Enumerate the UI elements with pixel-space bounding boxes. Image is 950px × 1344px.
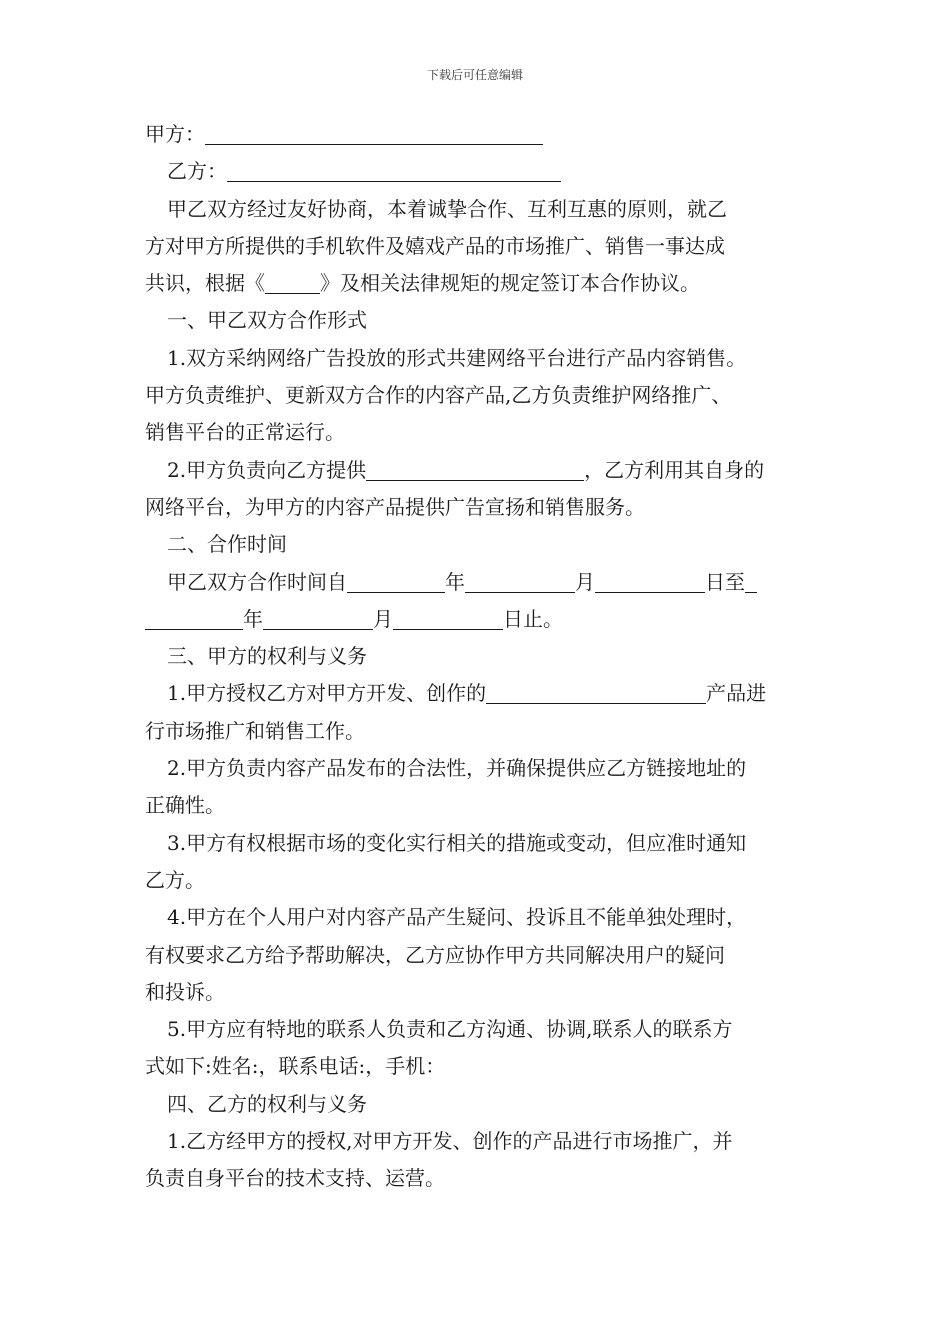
end-day-blank — [393, 607, 503, 630]
paragraph-line — [145, 675, 808, 712]
paragraph-line: 负责自身平台的技术支持、运营。 — [145, 1166, 445, 1191]
end-year-blank — [145, 607, 243, 630]
party-a-label: 甲方： — [145, 122, 205, 146]
text-fragment: 1.甲方授权乙方对甲方开发、创作的 — [167, 681, 487, 706]
paragraph-line: 式如下:姓名:，联系电话:，手机： — [145, 1054, 446, 1079]
text-fragment: 年 — [445, 569, 465, 594]
text-fragment: 日至 — [705, 569, 745, 594]
paragraph-line: 2.甲方负责内容产品发布的合法性，并确保提供应乙方链接地址的 — [167, 756, 747, 781]
paragraph-line: 网络平台，为甲方的内容产品提供广告宣扬和销售服务。 — [145, 494, 645, 519]
party-a-blank — [205, 122, 543, 145]
product-name-blank — [486, 681, 706, 704]
text-fragment: ，乙方利用其自身的 — [584, 457, 765, 482]
paragraph-line: 甲方负责维护、更新双方合作的内容产品,乙方负责维护网络推广、 — [145, 383, 732, 408]
paragraph-line: 方对甲方所提供的手机软件及嬉戏产品的市场推广、销售一事达成 — [145, 233, 725, 258]
section-heading-3: 三、甲方的权利与义务 — [167, 644, 367, 669]
text-fragment: 2.甲方负责向乙方提供 — [167, 457, 367, 482]
text-fragment: 月 — [575, 569, 595, 594]
start-day-blank — [595, 570, 705, 593]
text-fragment: 共识，根据《 — [145, 271, 265, 296]
paragraph-line: 有权要求乙方给予帮助解决，乙方应协作甲方共同解决用户的疑问 — [145, 942, 725, 967]
paragraph-line — [145, 265, 808, 302]
section-heading-1: 一、甲乙双方合作形式 — [167, 308, 367, 333]
paragraph-line — [145, 452, 808, 489]
paragraph-line — [145, 564, 808, 601]
provided-item-blank — [366, 458, 584, 481]
party-b-label: 乙方： — [167, 159, 227, 184]
document-body — [145, 116, 808, 1198]
paragraph-line: 甲乙双方经过友好协商，本着诚挚合作、互利互惠的原则，就乙 — [167, 196, 727, 221]
header-note: 下载后可任意编辑 — [426, 68, 523, 82]
text-fragment: 》及相关法律规矩的规定签订本合作协议。 — [320, 271, 700, 296]
paragraph-line: 正确性。 — [145, 793, 225, 818]
paragraph-line: 1.双方采纳网络广告投放的形式共建网络平台进行产品内容销售。 — [167, 345, 747, 370]
party-b-blank — [227, 159, 561, 182]
paragraph-line: 和投诉。 — [145, 979, 225, 1004]
party-b-line — [145, 153, 808, 190]
section-heading-2: 二、合作时间 — [167, 532, 287, 557]
text-fragment: 甲乙双方合作时间自 — [167, 569, 347, 594]
start-month-blank — [465, 570, 575, 593]
paragraph-line: 销售平台的正常运行。 — [145, 420, 345, 445]
text-fragment: 年 — [243, 606, 263, 631]
paragraph-line — [145, 601, 808, 638]
section-heading-4: 四、乙方的权利与义务 — [167, 1091, 367, 1116]
paragraph-line: 3.甲方有权根据市场的变化实行相关的措施或变动，但应准时通知 — [167, 830, 747, 855]
start-year-blank — [347, 570, 445, 593]
end-month-blank — [263, 607, 373, 630]
paragraph-line: 1.乙方经甲方的授权,对甲方开发、创作的产品进行市场推广，并 — [167, 1129, 733, 1154]
text-fragment: 月 — [373, 606, 393, 631]
text-fragment: 日止。 — [503, 606, 563, 631]
party-a-line — [145, 116, 808, 153]
paragraph-line: 乙方。 — [145, 867, 205, 892]
law-name-blank — [265, 271, 320, 294]
text-fragment: 产品进 — [706, 681, 767, 706]
paragraph-line: 行市场推广和销售工作。 — [145, 718, 365, 743]
paragraph-line: 5.甲方应有特地的联系人负责和乙方沟通、协调,联系人的联系方 — [167, 1017, 733, 1042]
paragraph-line: 4.甲方在个人用户对内容产品产生疑问、投诉且不能单独处理时， — [167, 905, 747, 930]
end-year-blank-start — [745, 570, 757, 593]
